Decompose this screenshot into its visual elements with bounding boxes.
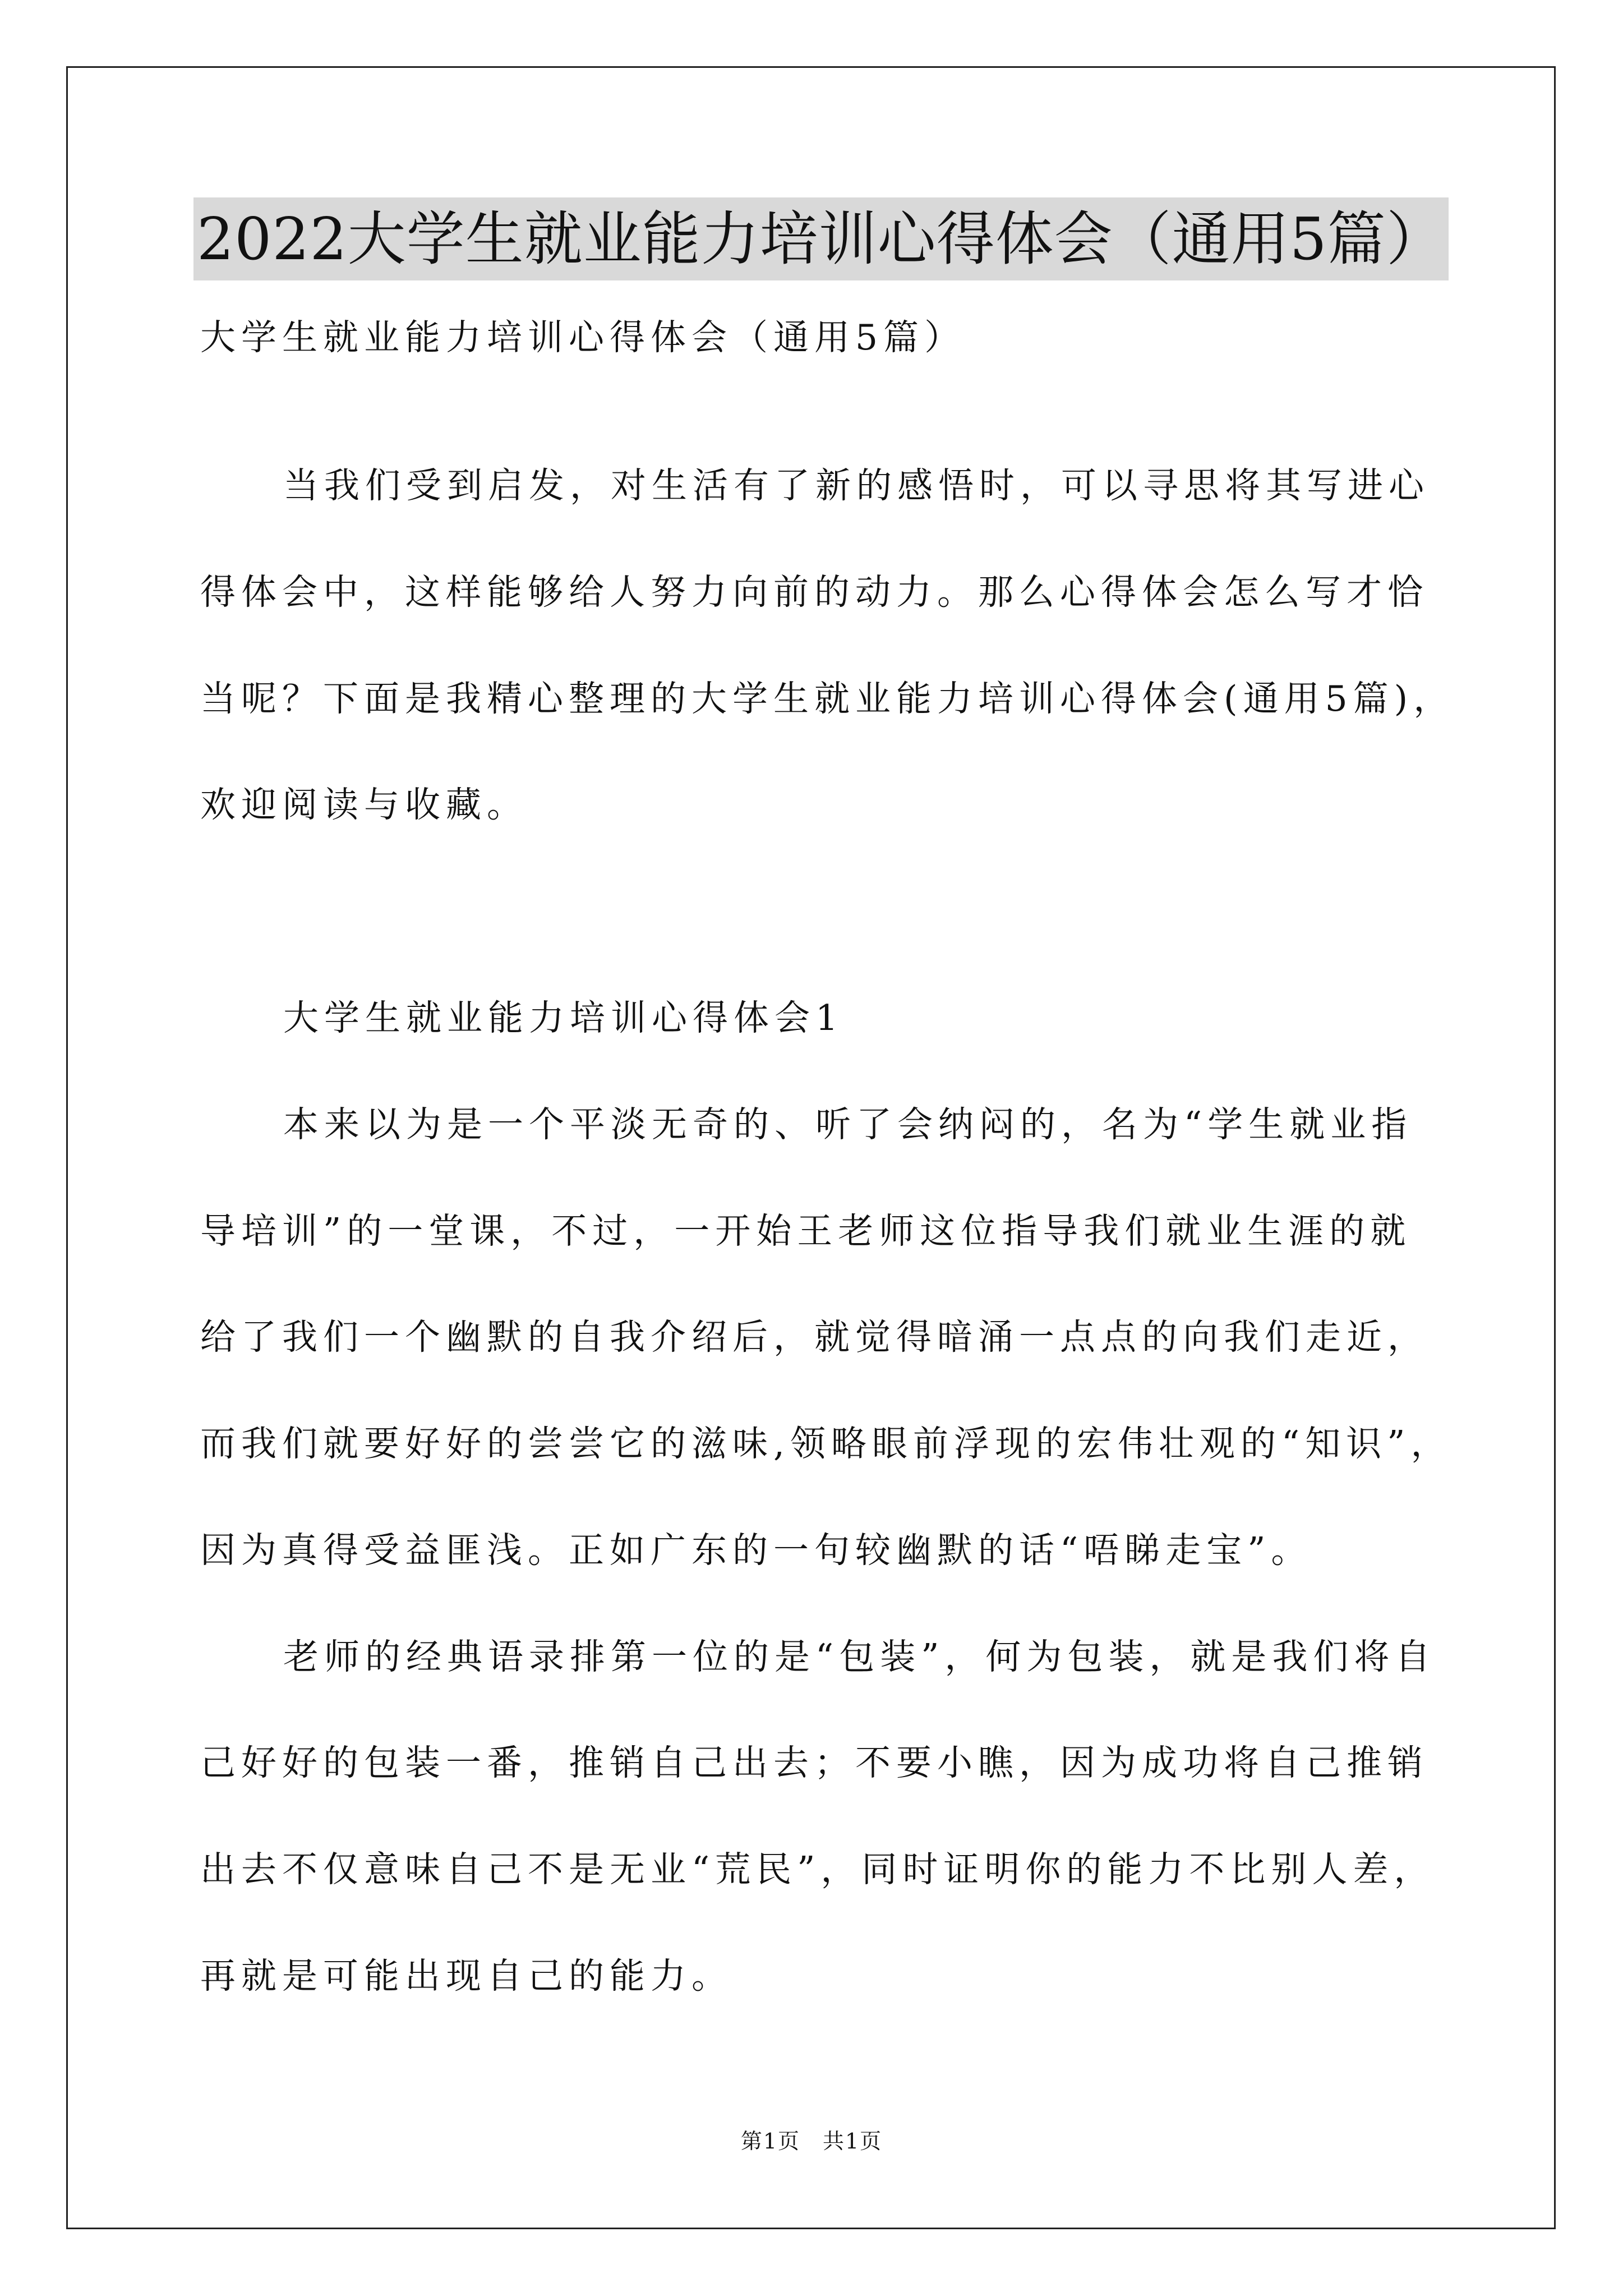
title-container bbox=[193, 197, 1445, 280]
section-heading: 大学生就业能力培训心得体会1 bbox=[283, 997, 844, 1038]
paragraph2-line-4: 再就是可能出现自己的能力。 bbox=[200, 1955, 732, 1996]
page-border bbox=[66, 66, 1556, 2229]
document-subtitle: 大学生就业能力培训心得体会（通用5篇） bbox=[200, 317, 966, 358]
paragraph2-line-3: 出去不仅意味自己不是无业“荒民”，同时证明你的能力不比别人差， bbox=[200, 1849, 1435, 1890]
intro-line-1: 当我们受到启发，对生活有了新的感悟时，可以寻思将其写进心 bbox=[283, 465, 1430, 506]
paragraph1-line-3: 给了我们一个幽默的自我介绍后，就觉得暗涌一点点的向我们走近， bbox=[200, 1317, 1428, 1358]
page-footer: 第1页 共1页 bbox=[740, 2129, 883, 2154]
paragraph2-line-2: 己好好的包装一番，推销自己出去；不要小瞧，因为成功将自己推销 bbox=[200, 1742, 1428, 1783]
paragraph1-line-4: 而我们就要好好的尝尝它的滋味,领略眼前浮现的宏伟壮观的“知识”， bbox=[200, 1423, 1452, 1464]
intro-line-2: 得体会中，这样能够给人努力向前的动力。那么心得体会怎么写才恰 bbox=[200, 572, 1428, 613]
intro-line-3: 当呢？下面是我精心整理的大学生就业能力培训心得体会(通用5篇)， bbox=[200, 678, 1455, 719]
paragraph1-line-1: 本来以为是一个平淡无奇的、听了会纳闷的，名为“学生就业指 bbox=[283, 1104, 1413, 1145]
document-title: 2022大学生就业能力培训心得体会（通用5篇） bbox=[193, 197, 1449, 280]
paragraph2-line-1: 老师的经典语录排第一位的是“包装”，何为包装，就是我们将自 bbox=[283, 1636, 1436, 1677]
intro-line-4: 欢迎阅读与收藏。 bbox=[200, 784, 528, 825]
paragraph1-line-2: 导培训”的一堂课，不过，一开始王老师这位指导我们就业生涯的就 bbox=[200, 1211, 1412, 1251]
paragraph1-line-5: 因为真得受益匪浅。正如广东的一句较幽默的话“唔睇走宝”。 bbox=[200, 1530, 1312, 1571]
